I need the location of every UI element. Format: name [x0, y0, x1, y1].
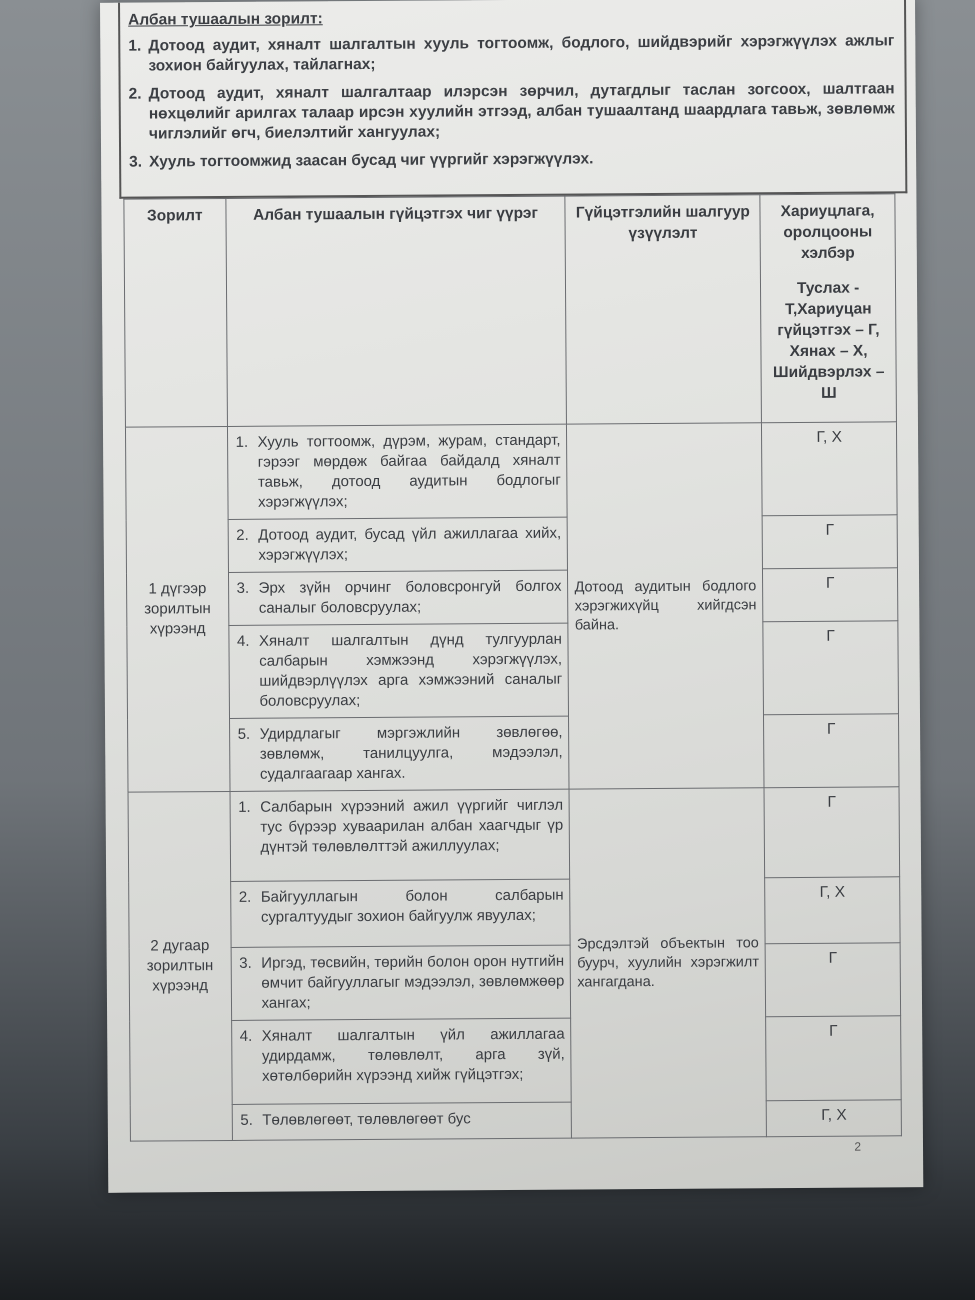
document-page	[100, 0, 923, 1193]
goal-item	[129, 147, 895, 172]
table-row	[126, 568, 897, 626]
table-row	[128, 787, 900, 882]
responsibility-cell: Г, Х	[766, 1100, 901, 1137]
task-number: 4.	[239, 1027, 253, 1045]
task-text: Иргэд, төсвийн, төрийн болон орон нутгийн өмчит байгууллагыг мэдээлэл, зөвлөмжөөр хангах;	[261, 952, 565, 1012]
header-resp-legend: Туслах - Т,Хариуцан гүйцэтгэх – Г, Хянах – Х, Шийдвэрлэх – Ш	[772, 279, 885, 402]
task-text: Хяналт шалгалтын үйл ажиллагаа удирдамж, төлөвлөлт, арга зүй, хөтөлбөрийн хүрээнд хийж гүйцэтгэх;	[261, 1025, 565, 1085]
responsibility-cell: Г	[762, 515, 897, 569]
responsibility-cell: Г	[765, 943, 900, 1017]
header-goal: Зорилт	[124, 198, 227, 427]
task-number: 1.	[238, 798, 251, 816]
task-text: Байгууллагын болон салбарын сургалтуудыг зохион байгуулж явуулах;	[260, 886, 564, 926]
task-cell	[228, 517, 568, 572]
task-number: 5.	[237, 725, 251, 743]
task-number: 2.	[236, 526, 249, 544]
goal-number: 2.	[128, 85, 142, 103]
task-cell	[228, 623, 569, 718]
task-cell	[230, 879, 570, 947]
responsibility-cell: Г	[763, 568, 898, 622]
table-row	[127, 621, 899, 719]
task-cell	[228, 570, 568, 625]
page-number: 2	[854, 1139, 862, 1154]
table-row	[130, 1100, 901, 1141]
task-text: Хууль тогтоомж, дүрэм, журам, стандарт, гэрээг мөрдөж байгаа байдалд хяналт тавьж, дотоод аудитын бодлогыг хэрэгжүүлэх;	[257, 431, 561, 511]
responsibility-cell: Г, Х	[762, 422, 897, 516]
criteria-cell: Дотоод аудитын бодлого хэрэгжихүйц хийгдсэн байна.	[567, 423, 764, 789]
task-text: Эрх зүйн орчинг боловсронгуй болгох саналыг боловсруулах;	[258, 577, 562, 617]
task-cell	[232, 1102, 572, 1140]
responsibility-cell: Г, Х	[765, 877, 900, 944]
goals-section	[118, 0, 907, 199]
task-cell	[230, 789, 571, 881]
task-text: Удирдлагыг мэргэжлийн зөвлөгөө, зөвлөмж, танилцуулга, мэдээлэл, судалгаагаар хангах.	[259, 723, 563, 783]
task-cell	[231, 1018, 571, 1104]
header-responsibility	[760, 194, 896, 423]
responsibility-cell: Г	[764, 787, 899, 878]
table-row	[129, 943, 900, 1021]
table-row	[130, 1016, 902, 1105]
task-number: 4.	[236, 632, 250, 650]
criteria-cell: Эрсдэлтэй объектын тоо буурч, хуулийн хэрэгжилт хангагдана.	[569, 788, 766, 1138]
goal-item	[129, 79, 895, 144]
goals-title: Албан тушаалын зорилт:	[128, 10, 323, 29]
table-row	[129, 877, 900, 948]
header-duty: Албан тушаалын гүйцэтгэх чиг үүрэг	[225, 196, 566, 426]
responsibility-cell: Г	[766, 1016, 901, 1101]
goal-item	[128, 31, 894, 76]
goal-text: Дотоод аудит, хяналт шалгалтаар илэрсэн зөрчил, дутагдлыг таслан зогсоох, шалтгаан нөхцөлийг арилгах талаар ирсэн хуулийн этгээд, албан тушаалтанд шаардлага тавьж, зөвлөмж чиглэлийг өгч, биелэлтийг хангуулах;	[148, 80, 895, 143]
goal-cell: 1 дүгээр зорилтын хүрээнд	[125, 426, 229, 792]
goal-text: Хууль тогтоомжид заасан бусад чиг үүргийг хэрэгжүүлэх.	[149, 150, 594, 171]
task-number: 1.	[235, 433, 249, 451]
responsibility-cell: Г	[763, 621, 898, 715]
task-number: 3.	[239, 954, 252, 972]
table-row	[128, 714, 899, 792]
task-text: Дотоод аудит, бусад үйл ажиллагаа хийх, хэрэгжүүлэх;	[258, 524, 562, 564]
task-cell	[227, 424, 568, 519]
table-row	[126, 515, 897, 573]
duties-table	[123, 193, 902, 1141]
responsibility-cell: Г	[764, 714, 899, 788]
header-resp-title: Хариуцлага, оролцооны хэлбэр	[780, 202, 875, 262]
goal-cell: 2 дугаар зорилтын хүрээнд	[128, 791, 232, 1141]
table-header-row	[124, 194, 897, 427]
task-cell	[229, 716, 569, 791]
task-text: Төлөвлөгөөт, төлөвлөгөөт бус	[262, 1110, 471, 1129]
task-text: Хяналт шалгалтын дүнд тулгуурлан салбарын хэмжээнд хэрэгжүүлэх, шийдвэрлүүлэх арга хэмжээний саналыг боловсруулах;	[258, 630, 563, 710]
header-criteria: Гүйцэтгэлийн шалгуур үзүүлэлт	[565, 195, 761, 424]
table-row	[125, 422, 897, 520]
task-cell	[231, 945, 571, 1020]
goal-number: 3.	[129, 153, 143, 171]
task-number: 2.	[238, 888, 252, 906]
task-text: Салбарын хүрээний ажил үүргийг чиглэл тус бүрээр хуваарилан албан хаагчдыг үр дүнтэй төлөвлөлттэй ажиллуулах;	[260, 796, 564, 856]
task-number: 5.	[240, 1111, 253, 1129]
goal-text: Дотоод аудит, хяналт шалгалтын хууль тогтоомж, бодлого, шийдвэрийг хэрэгжүүлэх ажлыг зохион байгуулах, тайлагнах;	[148, 32, 895, 75]
task-number: 3.	[236, 579, 250, 597]
goal-number: 1.	[128, 37, 142, 55]
